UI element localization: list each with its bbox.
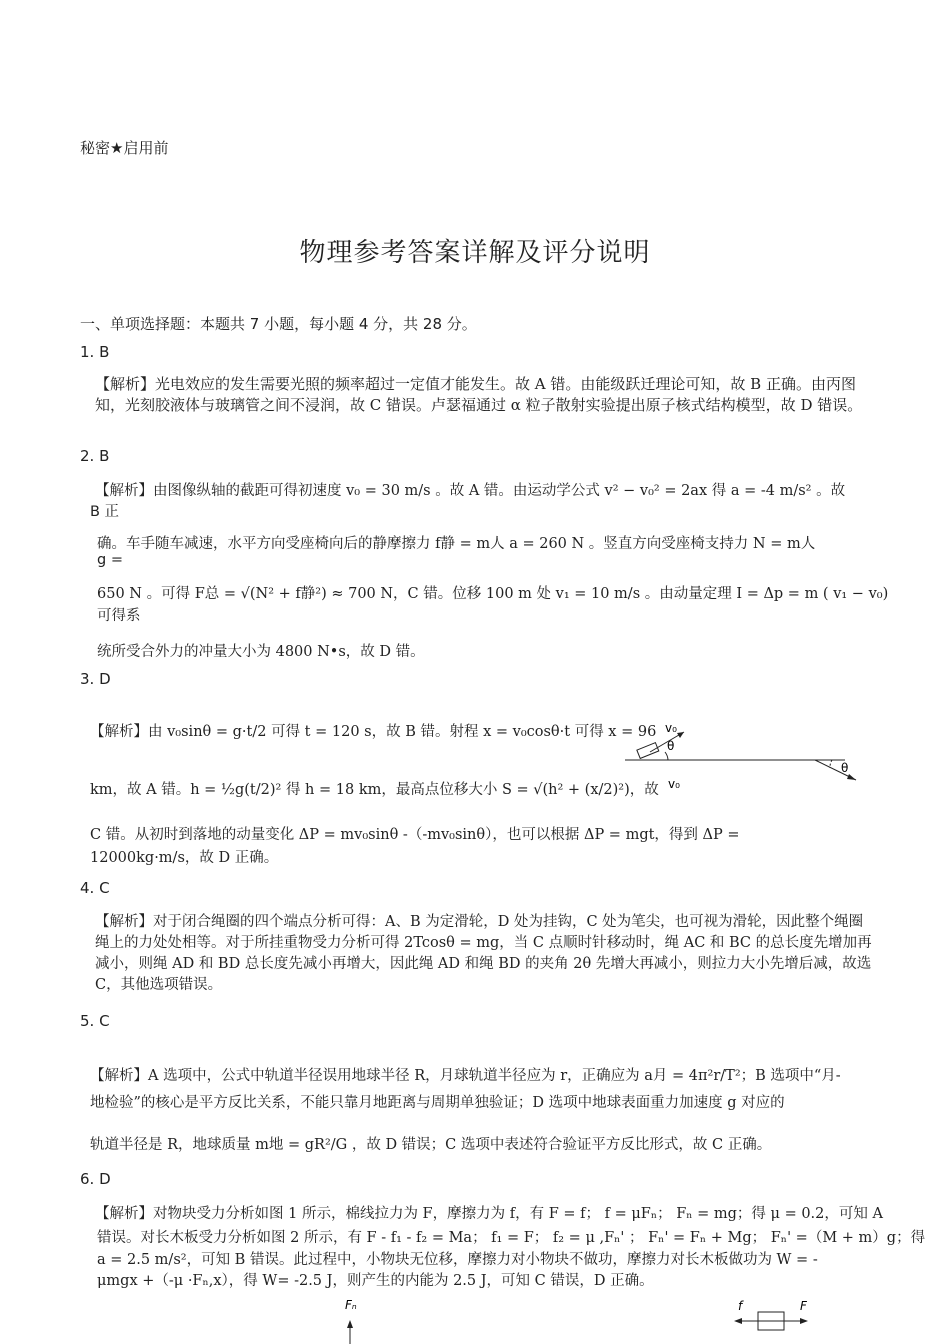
q1-answer: 1. B <box>80 343 110 361</box>
q5-line2: 地检验”的核心是平方反比关系，不能只靠月地距离与周期单独验证；D 选项中地球表面重力加速度 g 对应的 <box>90 1095 785 1111</box>
q6-line1 <box>95 1202 883 1223</box>
F-arrowhead <box>800 1318 808 1324</box>
q6-line1-text: 对物块受力分析如图 1 所示，棉线拉力为 F，摩擦力为 f，有 F = f； f = μFₙ； Fₙ = mg；得 μ = 0.2，可知 A <box>153 1206 883 1222</box>
projectile-diagram <box>620 722 870 792</box>
q2-line4: 统所受合外力的冲量大小为 4800 N•s，故 D 错。 <box>97 644 425 660</box>
q1-explanation <box>95 374 875 416</box>
q2-line3b: 可得系 <box>97 608 141 624</box>
q6-answer: 6. D <box>80 1170 111 1188</box>
v0-label-bottom: v₀ <box>668 777 680 791</box>
force-diagram-2 <box>730 1296 820 1344</box>
q3-line1 <box>90 720 656 741</box>
q5-line1-text: A 选项中，公式中轨道半径误用地球半径 R，月球轨道半径应为 r，正确应为 a月 = 4π²r/T²；B 选项中“月- <box>148 1068 841 1084</box>
q5-tag: 【解析】 <box>90 1068 148 1084</box>
f-label: f <box>738 1299 743 1313</box>
q3-line4: 12000kg·m/s，故 D 正确。 <box>90 850 279 866</box>
force-diagram-1 <box>335 1296 375 1344</box>
page-title: 物理参考答案详解及评分说明 <box>299 238 651 268</box>
section-heading: 一、单项选择题：本题共 7 小题，每小题 4 分，共 28 分。 <box>80 315 477 333</box>
v0-arrowhead-2 <box>847 774 856 780</box>
q1-text: 光电效应的发生需要光照的频率超过一定值才能发生。故 A 错。由能级跃迁理论可知，故 B 正确。由丙图知，光刻胶液体与玻璃管之间不浸润，故 C 错误。卢瑟福通过 α 粒子散射实验提出原子核式结构模型，故 D 错误。 <box>95 375 863 414</box>
fn-arrowhead <box>347 1320 353 1328</box>
q5-answer: 5. C <box>80 1012 110 1030</box>
q1-tag: 【解析】 <box>95 375 156 393</box>
theta-label-1: θ <box>667 739 675 753</box>
v0-label-top: v₀ <box>665 722 677 735</box>
q2-line2: 确。车手随车减速，水平方向受座椅向后的静摩擦力 f静 = m人 a = 260 N 。竖直方向受座椅支持力 N = m人 <box>97 536 816 552</box>
q6-line4: μmgx +（-μ ·Fₙ,x），得 W= -2.5 J，则产生的内能为 2.5 J，可知 C 错误，D 正确。 <box>97 1273 654 1289</box>
q4-explanation <box>95 912 875 996</box>
q5-line3: 轨道半径是 R，地球质量 m地 = gR²/G ，故 D 错误；C 选项中表述符合验证平方反比形式，故 C 正确。 <box>90 1137 772 1153</box>
f-arrowhead <box>734 1318 742 1324</box>
q2-answer: 2. B <box>80 447 110 465</box>
q2-line1-text: 由图像纵轴的截距可得初速度 v₀ = 30 m/s 。故 A 错。由运动学公式 v² − v₀² = 2ax 得 a = -4 m/s² 。故 <box>153 483 846 499</box>
q2-line2b: g = <box>97 552 123 568</box>
q3-line3: C 错。从初时到落地的动量变化 ΔP = mv₀sinθ -（-mv₀sinθ），也可以根据 ΔP = mgt，得到 ΔP = <box>90 827 740 843</box>
F-label: F <box>800 1299 807 1313</box>
q2-tag: 【解析】 <box>95 483 153 499</box>
q2-line1 <box>95 479 845 500</box>
q6-line2: 错误。对长木板受力分析如图 2 所示，有 F - f₁ - f₂ = Ma； f₁ = F； f₂ = μ ,Fₙ' ； Fₙ' = Fₙ + Mg； Fₙ' =（M + m）g；得 <box>97 1230 926 1246</box>
q4-tag: 【解析】 <box>95 914 153 930</box>
q6-tag: 【解析】 <box>95 1206 153 1222</box>
q3-line2: km，故 A 错。h = ½g(t/2)² 得 h = 18 km，最高点位移大小 S = √(h² + (x/2)²)，故 <box>90 782 659 798</box>
launcher-box <box>637 743 659 759</box>
q2-line1b: B 正 <box>90 504 120 520</box>
q3-answer: 3. D <box>80 670 111 688</box>
theta-arc-1 <box>665 752 668 760</box>
q6-line3: a = 2.5 m/s²，可知 B 错误。此过程中，小物块无位移，摩擦力对小物块不做功，摩擦力对长木板做功为 W = - <box>97 1252 818 1268</box>
q2-line3: 650 N 。可得 F总 = √(N² + f静²) ≈ 700 N，C 错。位移 100 m 处 v₁ = 10 m/s 。由动量定理 I = Δp = m ( v₁ − v₀) <box>97 586 889 602</box>
fn-label: Fₙ <box>345 1298 357 1312</box>
confidential-label: 秘密★启用前 <box>80 139 169 157</box>
q3-tag: 【解析】 <box>90 724 148 740</box>
theta-label-2: θ <box>841 761 849 775</box>
q4-answer: 4. C <box>80 879 110 897</box>
q3-line1-text: 由 v₀sinθ = g·t/2 可得 t = 120 s，故 B 错。射程 x = v₀cosθ·t 可得 x = 96 <box>148 724 657 740</box>
q5-line1 <box>90 1064 841 1085</box>
q4-text: 对于闭合绳圈的四个端点分析可得：A、B 为定滑轮，D 处为挂钩，C 处为笔尖，也可视为滑轮，因此整个绳圈绳上的力处处相等。对于所挂重物受力分析可得 2Tcosθ = mg，当 C 点顺时针移动时，绳 AC 和 BC 的总长度先增加再减小，则绳 AD 和 BD 总长度先减小再增大，因此绳 AD 和绳 BD 的夹角 2θ 先增大再减小，则拉力大小先增后减，故选 C，其他选项错误。 <box>95 914 872 993</box>
theta-arc-2 <box>830 760 832 768</box>
